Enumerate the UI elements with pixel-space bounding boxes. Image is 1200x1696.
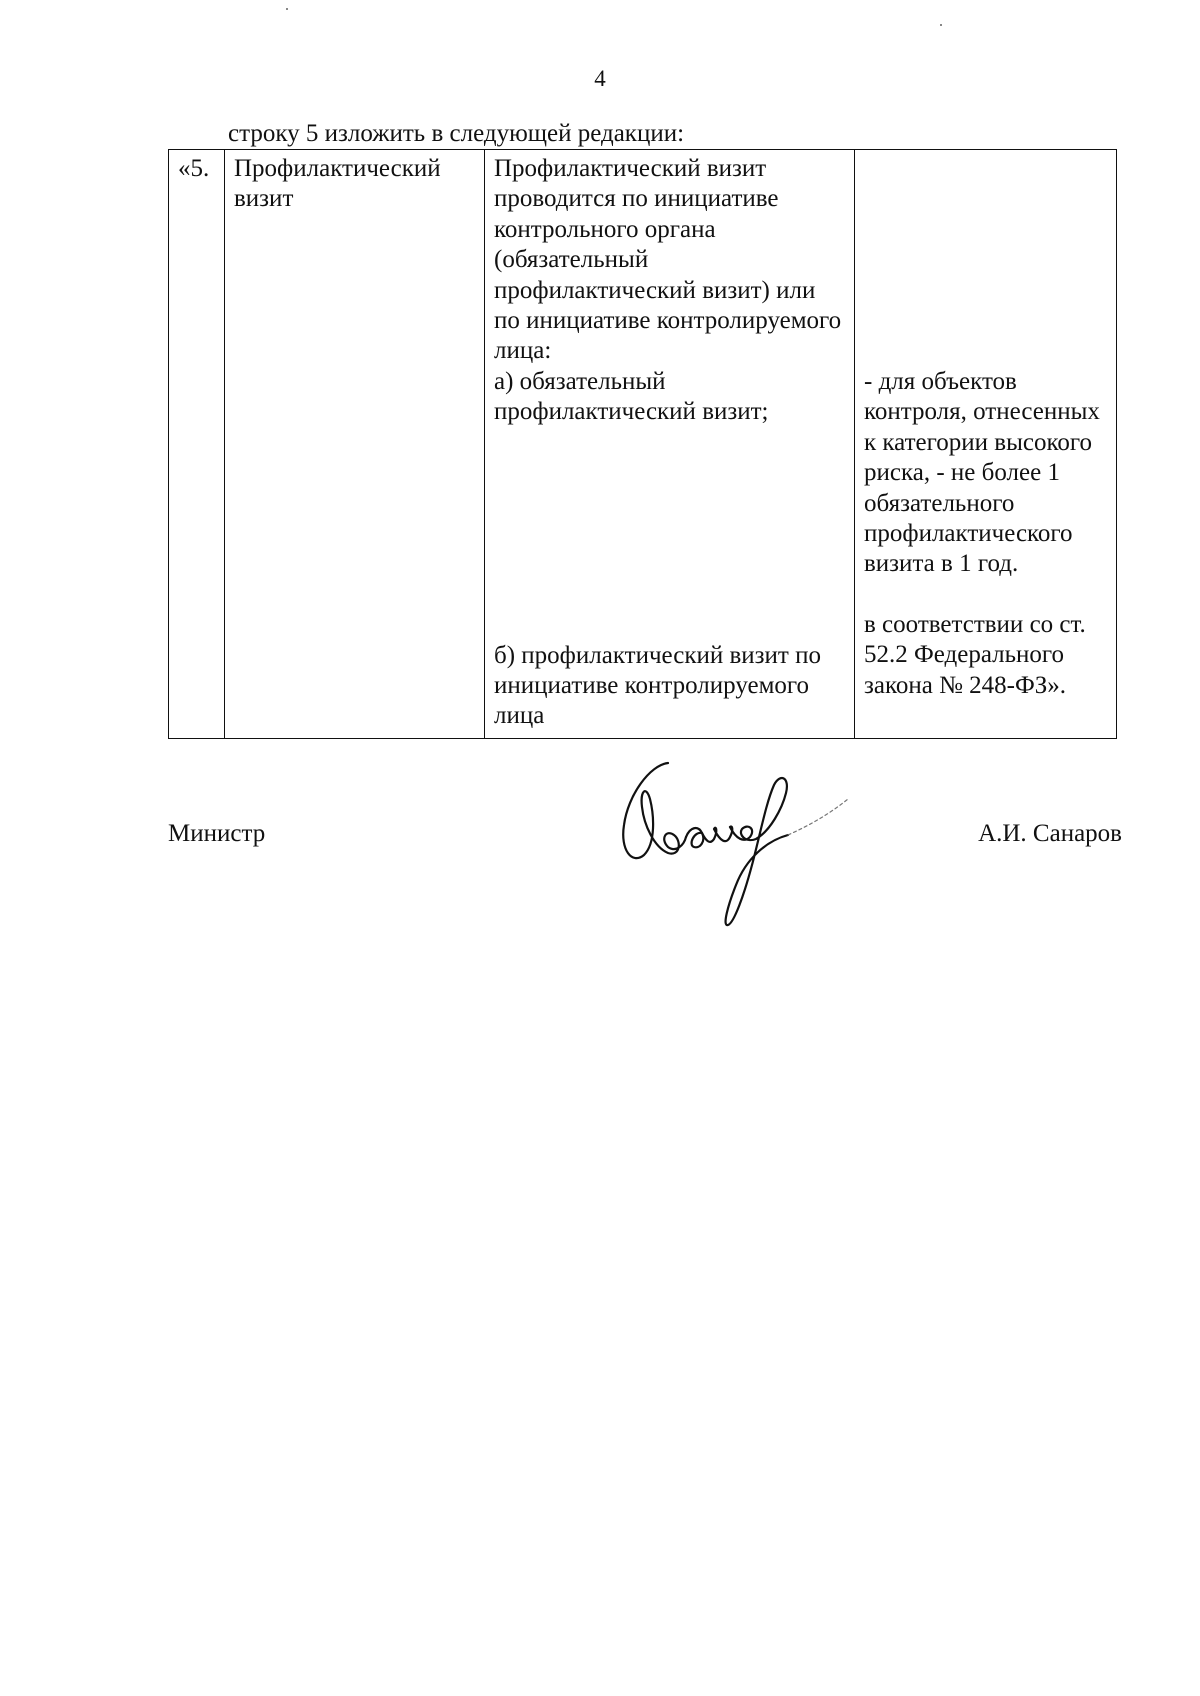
amendment-table bbox=[168, 149, 1117, 739]
description-intro: Профилактический визит проводится по инициативе контрольного органа (обязательный профилактический визит) или по инициативе контролируемого лица: bbox=[494, 155, 842, 365]
page-number: 4 bbox=[594, 66, 606, 91]
description-item-b: б) профилактический визит по инициативе контролируемого лица bbox=[494, 641, 821, 730]
row-number-cell bbox=[169, 150, 225, 739]
scan-speck bbox=[940, 24, 942, 26]
frequency-item-b: в соответствии со ст. 52.2 Федерального закона № 248-ФЗ». bbox=[864, 610, 1086, 699]
row-title-cell bbox=[225, 150, 485, 739]
table-row bbox=[169, 150, 1117, 739]
row-title: Профилактический визит bbox=[234, 155, 441, 213]
scan-speck bbox=[286, 8, 288, 10]
row-number: «5. bbox=[178, 155, 210, 182]
signatory-position: Министр bbox=[168, 820, 266, 847]
signatory-name: А.И. Санаров bbox=[978, 820, 1122, 847]
intro-text: строку 5 изложить в следующей редакции: bbox=[228, 120, 685, 147]
description-spacer bbox=[494, 428, 846, 641]
row-frequency-cell bbox=[855, 150, 1117, 739]
frequency-item-a: - для объектов контроля, отнесенных к категории высокого риска, - не более 1 обязательного профилактического визита в 1 год. bbox=[864, 368, 1100, 578]
description-item-a: а) обязательный профилактический визит; bbox=[494, 367, 769, 426]
handwritten-signature bbox=[610, 755, 860, 930]
frequency-spacer bbox=[864, 154, 1108, 367]
frequency-spacer bbox=[864, 580, 1108, 610]
row-description-cell bbox=[485, 150, 855, 739]
